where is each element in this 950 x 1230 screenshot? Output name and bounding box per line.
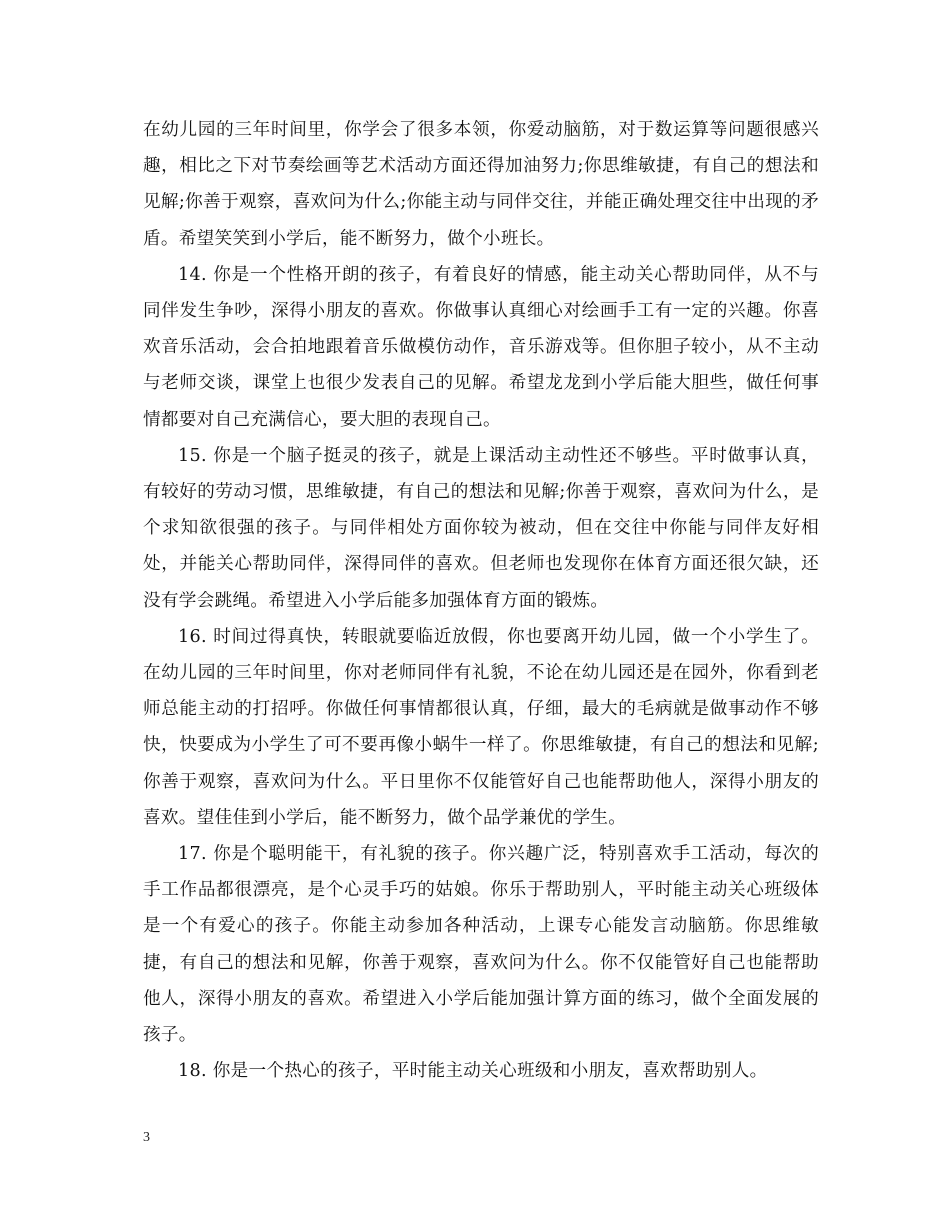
paragraph-item-15: 15. 你是一个脑子挺灵的孩子，就是上课活动主动性还不够些。平时做事认真，有较好的劳动习惯，思维敏捷，有自己的想法和见解;你善于观察，喜欢问为什么，是个求知欲很强的孩子。与同伴相处方面你较为被动，但在交往中你能与同伴友好相处，并能关心帮助同伴，深得同伴的喜欢。但老师也发现你在体育方面还很欠缺，还没有学会跳绳。希望进入小学后能多加强体育方面的锻炼。 [143, 445, 819, 611]
paragraph-item-14: 14. 你是一个性格开朗的孩子，有着良好的情感，能主动关心帮助同伴，从不与同伴发生争吵，深得小朋友的喜欢。你做事认真细心对绘画手工有一定的兴趣。你喜欢音乐活动，会合拍地跟着音乐做模仿动作，音乐游戏等。但你胆子较小，从不主动与老师交谈，课堂上也很少发表自己的见解。希望龙龙到小学后能大胆些，做任何事情都要对自己充满信心，要大胆的表现自己。 [143, 264, 819, 430]
paragraph-item-18: 18. 你是一个热心的孩子，平时能主动关心班级和小朋友，喜欢帮助别人。 [178, 1061, 768, 1082]
paragraph-continuation: 在幼儿园的三年时间里，你学会了很多本领，你爱动脑筋，对于数运算等问题很感兴趣，相比之下对节奏绘画等艺术活动方面还得加油努力;你思维敏捷，有自己的想法和见解;你善于观察，喜欢问为什么;你能主动与同伴交往，并能正确处理交往中出现的矛盾。希望笑笑到小学后，能不断努力，做个小班长。 [143, 120, 819, 249]
paragraph-item-16: 16. 时间过得真快，转眼就要临近放假，你也要离开幼儿园，做一个小学生了。在幼儿园的三年时间里，你对老师同伴有礼貌，不论在幼儿园还是在园外，你看到老师总能主动的打招呼。你做任何事情都很认真，仔细，最大的毛病就是做事动作不够快，快要成为小学生了可不要再像小蜗牛一样了。你思维敏捷，有自己的想法和见解;你善于观察，喜欢问为什么。平日里你不仅能管好自己也能帮助他人，深得小朋友的喜欢。望佳佳到小学后，能不断努力，做个品学兼优的学生。 [143, 626, 819, 828]
page-number: 3 [143, 1130, 150, 1145]
paragraph-item-17: 17. 你是个聪明能干，有礼貌的孩子。你兴趣广泛，特别喜欢手工活动，每次的手工作品都很漂亮，是个心灵手巧的姑娘。你乐于帮助别人，平时能主动关心班级体是一个有爱心的孩子。你能主动参加各种活动，上课专心能发言动脑筋。你思维敏捷，有自己的想法和见解，你善于观察，喜欢问为什么。你不仅能管好自己也能帮助他人，深得小朋友的喜欢。希望进入小学后能加强计算方面的练习，做个全面发展的孩子。 [143, 844, 819, 1046]
document-body [143, 112, 819, 1089]
